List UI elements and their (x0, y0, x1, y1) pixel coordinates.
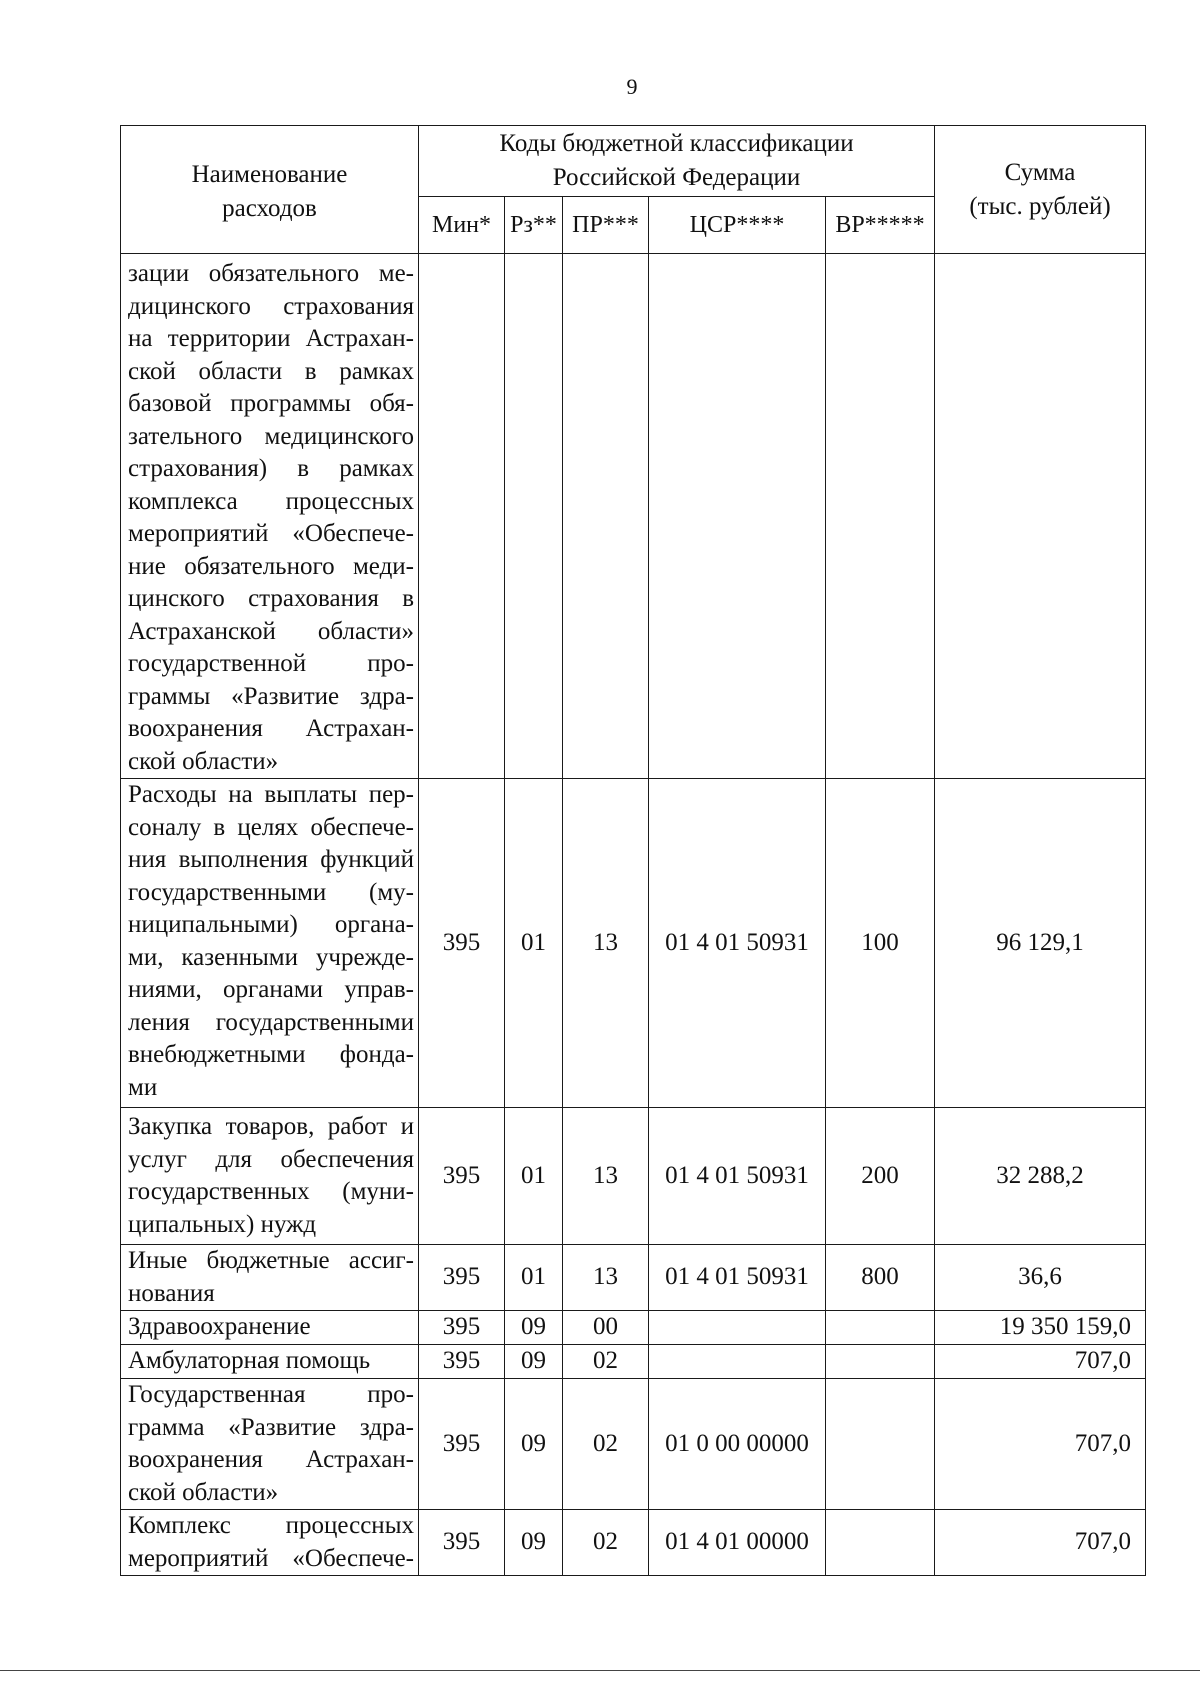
cell-sum: 32 288,2 (935, 1108, 1146, 1245)
row-name (121, 1108, 419, 1245)
name-line: цинского страхования в (128, 585, 414, 612)
row-name (121, 1245, 419, 1311)
cell-pr: 13 (563, 1245, 649, 1311)
header-sum-line-2: (тыс. рублей) (969, 192, 1111, 220)
cell-min: 395 (419, 1379, 505, 1510)
header-pr: ПР*** (563, 197, 649, 254)
cell-vr (826, 1379, 935, 1510)
cell-rz: 09 (505, 1379, 563, 1510)
cell-sum: 36,6 (935, 1245, 1146, 1311)
name-line: соналу в целях обеспече- (128, 813, 414, 841)
cell-vr (826, 1311, 935, 1345)
header-name-column (121, 126, 419, 254)
name-line: мероприятий «Обеспече- (128, 1544, 414, 1572)
name-line: мероприятий «Обеспече- (128, 520, 414, 547)
name-line: ской области в рамках (128, 357, 414, 385)
cell-rz (505, 254, 563, 779)
cell-csr: 01 4 01 00000 (649, 1510, 826, 1576)
cell-csr: 01 4 01 50931 (649, 779, 826, 1108)
cell-sum: 19 350 159,0 (935, 1311, 1146, 1345)
name-line: грамма «Развитие здра- (128, 1413, 414, 1441)
cell-vr (826, 1510, 935, 1576)
name-line: услуг для обеспечения (128, 1145, 414, 1173)
cell-csr: 01 4 01 50931 (649, 1245, 826, 1311)
row-name (121, 1510, 419, 1576)
cell-vr: 200 (826, 1108, 935, 1245)
name-line: Расходы на выплаты пер- (128, 781, 414, 808)
header-csr: ЦСР**** (649, 197, 826, 254)
table-row (121, 254, 1146, 779)
name-line: граммы «Развитие здра- (128, 682, 414, 710)
table-row (121, 1510, 1146, 1576)
cell-rz: 01 (505, 1245, 563, 1311)
name-line: воохранения Астрахан- (128, 715, 414, 742)
cell-sum: 96 129,1 (935, 779, 1146, 1108)
name-line: внебюджетными фонда- (128, 1041, 414, 1068)
cell-sum: 707,0 (935, 1345, 1146, 1379)
header-rz: Рз** (505, 197, 563, 254)
name-line: ления государственными (128, 1008, 414, 1036)
name-line: ние обязательного меди- (128, 552, 414, 580)
cell-csr: 01 4 01 50931 (649, 1108, 826, 1245)
name-line: воохранения Астрахан- (128, 1446, 414, 1473)
cell-min (419, 254, 505, 779)
cell-csr (649, 1311, 826, 1345)
header-vr: ВР***** (826, 197, 935, 254)
header-row-top (121, 126, 1146, 197)
cell-pr: 02 (563, 1345, 649, 1379)
row-name (121, 254, 419, 779)
header-name-line-1: Наименование (191, 160, 348, 188)
name-line: Закупка товаров, работ и (128, 1113, 414, 1140)
row-name (121, 1311, 419, 1345)
name-line: ми, казенными учрежде- (128, 943, 414, 971)
row-name (121, 779, 419, 1108)
row-name (121, 1379, 419, 1510)
name-line: Астраханской области» (128, 617, 414, 645)
header-codes-line-2: Российской Федерации (552, 164, 801, 191)
cell-rz: 01 (505, 1108, 563, 1245)
cell-rz: 09 (505, 1345, 563, 1379)
name-line: зательного медицинского (128, 422, 414, 450)
header-codes-group (419, 126, 935, 197)
name-line: нования (128, 1279, 215, 1307)
name-line: Здравоохранение (128, 1313, 311, 1341)
cell-vr (826, 1345, 935, 1379)
name-line: ниципальными) органа- (128, 911, 414, 938)
name-line: Амбулаторная помощь (128, 1347, 371, 1375)
name-line: Государственная про- (128, 1381, 414, 1408)
name-line: государственной про- (128, 650, 414, 677)
cell-pr (563, 254, 649, 779)
name-line: на территории Астрахан- (128, 325, 414, 352)
table-row (121, 1108, 1146, 1245)
budget-table (120, 125, 1146, 1576)
name-line: зации обязательного ме- (128, 260, 414, 287)
cell-pr: 13 (563, 779, 649, 1108)
header-codes-line-1: Коды бюджетной классификации (499, 130, 854, 157)
cell-sum: 707,0 (935, 1510, 1146, 1576)
cell-min: 395 (419, 1510, 505, 1576)
name-line: ципальных) нужд (128, 1210, 317, 1238)
cell-sum: 707,0 (935, 1379, 1146, 1510)
cell-rz: 01 (505, 779, 563, 1108)
name-line: Комплекс процессных (128, 1512, 414, 1539)
name-line: ниями, органами управ- (128, 976, 414, 1003)
cell-csr: 01 0 00 00000 (649, 1379, 826, 1510)
cell-pr: 00 (563, 1311, 649, 1345)
header-name-line-2: расходов (222, 194, 317, 222)
name-line: Иные бюджетные ассиг- (128, 1247, 414, 1274)
name-line: дицинского страхования (128, 292, 414, 320)
header-sum-column (935, 126, 1146, 254)
name-line: ми (128, 1073, 158, 1101)
table-row (121, 1379, 1146, 1510)
row-name (121, 1345, 419, 1379)
name-line: базовой программы обя- (128, 390, 414, 417)
cell-min: 395 (419, 1311, 505, 1345)
name-line: ской области» (128, 1478, 279, 1506)
table-row (121, 1345, 1146, 1379)
name-line: страхования) в рамках (128, 455, 414, 482)
cell-csr (649, 254, 826, 779)
cell-vr: 800 (826, 1245, 935, 1311)
table-row (121, 1245, 1146, 1311)
cell-min: 395 (419, 1108, 505, 1245)
cell-pr: 02 (563, 1510, 649, 1576)
header-min: Мин* (419, 197, 505, 254)
cell-min: 395 (419, 1245, 505, 1311)
name-line: комплекса процессных (128, 487, 414, 515)
cell-pr: 02 (563, 1379, 649, 1510)
header-sum-line-1: Сумма (1004, 158, 1076, 186)
cell-min: 395 (419, 779, 505, 1108)
table-row (121, 1311, 1146, 1345)
cell-rz: 09 (505, 1510, 563, 1576)
name-line: государственных (муни- (128, 1178, 414, 1205)
name-line: государственными (му- (128, 878, 414, 906)
cell-min: 395 (419, 1345, 505, 1379)
cell-pr: 13 (563, 1108, 649, 1245)
cell-vr (826, 254, 935, 779)
cell-csr (649, 1345, 826, 1379)
cell-sum (935, 254, 1146, 779)
cell-vr: 100 (826, 779, 935, 1108)
table-row (121, 779, 1146, 1108)
cell-rz: 09 (505, 1311, 563, 1345)
footer-divider (0, 1670, 1200, 1671)
page-number: 9 (626, 74, 638, 99)
name-line: ской области» (128, 747, 279, 775)
name-line: ния выполнения функций (128, 846, 414, 873)
